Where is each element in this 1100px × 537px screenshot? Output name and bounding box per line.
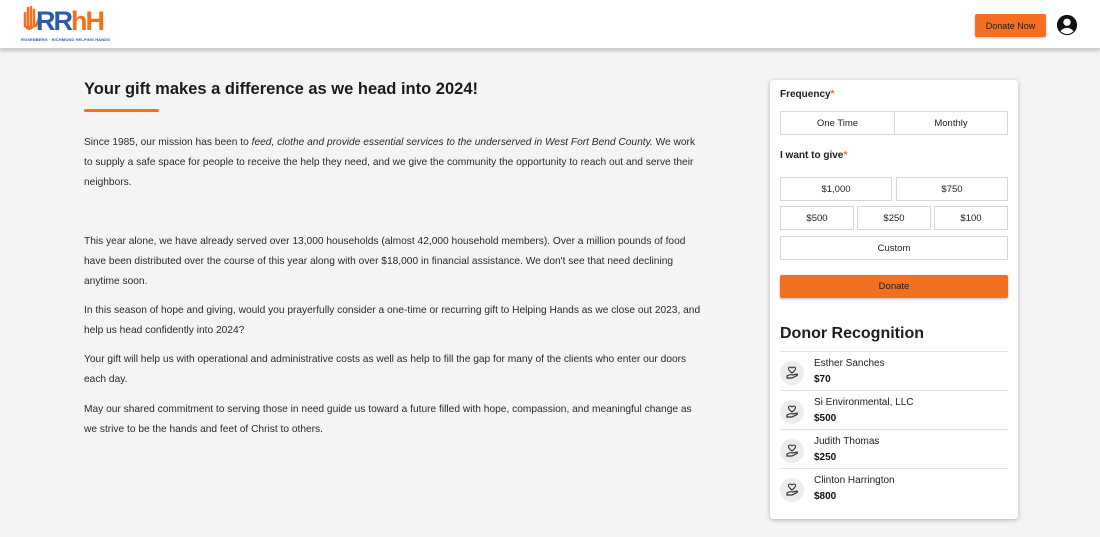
donor-list-item xyxy=(780,351,1008,390)
impact-paragraph: This year alone, we have already served over 13,000 households (almost 42,000 household members). Over a million pounds of food have been distributed over the course of this year along with over $18,000 in financial assistance. We don't see that need declining anytime soon. xyxy=(84,236,686,287)
amount-label: I want to give* xyxy=(780,150,848,161)
amount-custom-option[interactable]: Custom xyxy=(780,236,1008,260)
logo-wordmark: RRhH xyxy=(36,6,103,36)
amount-100-option[interactable]: $100 xyxy=(934,206,1008,230)
donor-amount: $800 xyxy=(814,491,837,502)
amount-250-option[interactable]: $250 xyxy=(857,206,931,230)
donor-amount: $250 xyxy=(814,452,837,463)
frequency-one-time-option[interactable]: One Time xyxy=(780,111,895,135)
appeal-paragraph: In this season of hope and giving, would you prayerfully consider a one-time or recurring gift to Helping Hands as we close out 2023, and help us head confidently into 2024? xyxy=(84,305,701,336)
donation-hand-icon xyxy=(780,478,804,502)
frequency-monthly-option[interactable]: Monthly xyxy=(894,111,1008,135)
donation-hand-icon xyxy=(780,439,804,463)
page-headline: Your gift makes a difference as we head into 2024! xyxy=(84,80,478,98)
donor-list-item xyxy=(780,468,1008,507)
donor-list-item xyxy=(780,390,1008,429)
donation-hand-icon xyxy=(780,361,804,385)
amount-1000-option[interactable]: $1,000 xyxy=(780,177,892,201)
site-header xyxy=(0,0,1100,49)
amount-750-option[interactable]: $750 xyxy=(896,177,1008,201)
donor-name: Judith Thomas xyxy=(814,436,880,447)
donation-card xyxy=(770,80,1018,519)
donor-recognition-title: Donor Recognition xyxy=(780,325,924,342)
account-circle-icon[interactable] xyxy=(1056,14,1078,36)
donate-now-button[interactable]: Donate Now xyxy=(975,14,1046,37)
donor-name: Clinton Harrington xyxy=(814,475,895,486)
logo-tagline: ROSENBERG · RICHMOND HELPING HANDS xyxy=(21,37,110,42)
amount-500-option[interactable]: $500 xyxy=(780,206,854,230)
donate-button[interactable]: Donate xyxy=(780,275,1008,298)
donor-name: Si Environmental, LLC xyxy=(814,397,914,408)
donor-name: Esther Sanches xyxy=(814,358,885,369)
donor-amount: $70 xyxy=(814,374,831,385)
donation-hand-icon xyxy=(780,400,804,424)
closing-paragraph: May our shared commitment to serving those in need guide us toward a future filled with hope, compassion, and meaningful change as we strive to be the hands and feet of Christ to others. xyxy=(84,404,692,435)
headline-underline xyxy=(84,109,159,112)
mission-paragraph: Since 1985, our mission has been to feed, clothe and provide essential services to the underserved in West Fort Bend County. We work to supply a safe space for people to receive the help they need, and we give the community the opportunity to reach out and serve their neighbors. xyxy=(84,137,696,188)
usage-paragraph: Your gift will help us with operational and administrative costs as well as help to fill the gap for many of the clients who enter our doors each day. xyxy=(84,354,687,385)
site-logo[interactable] xyxy=(21,4,110,46)
donor-list-item xyxy=(780,429,1008,468)
donor-amount: $500 xyxy=(814,413,837,424)
frequency-label: Frequency* xyxy=(780,89,835,100)
